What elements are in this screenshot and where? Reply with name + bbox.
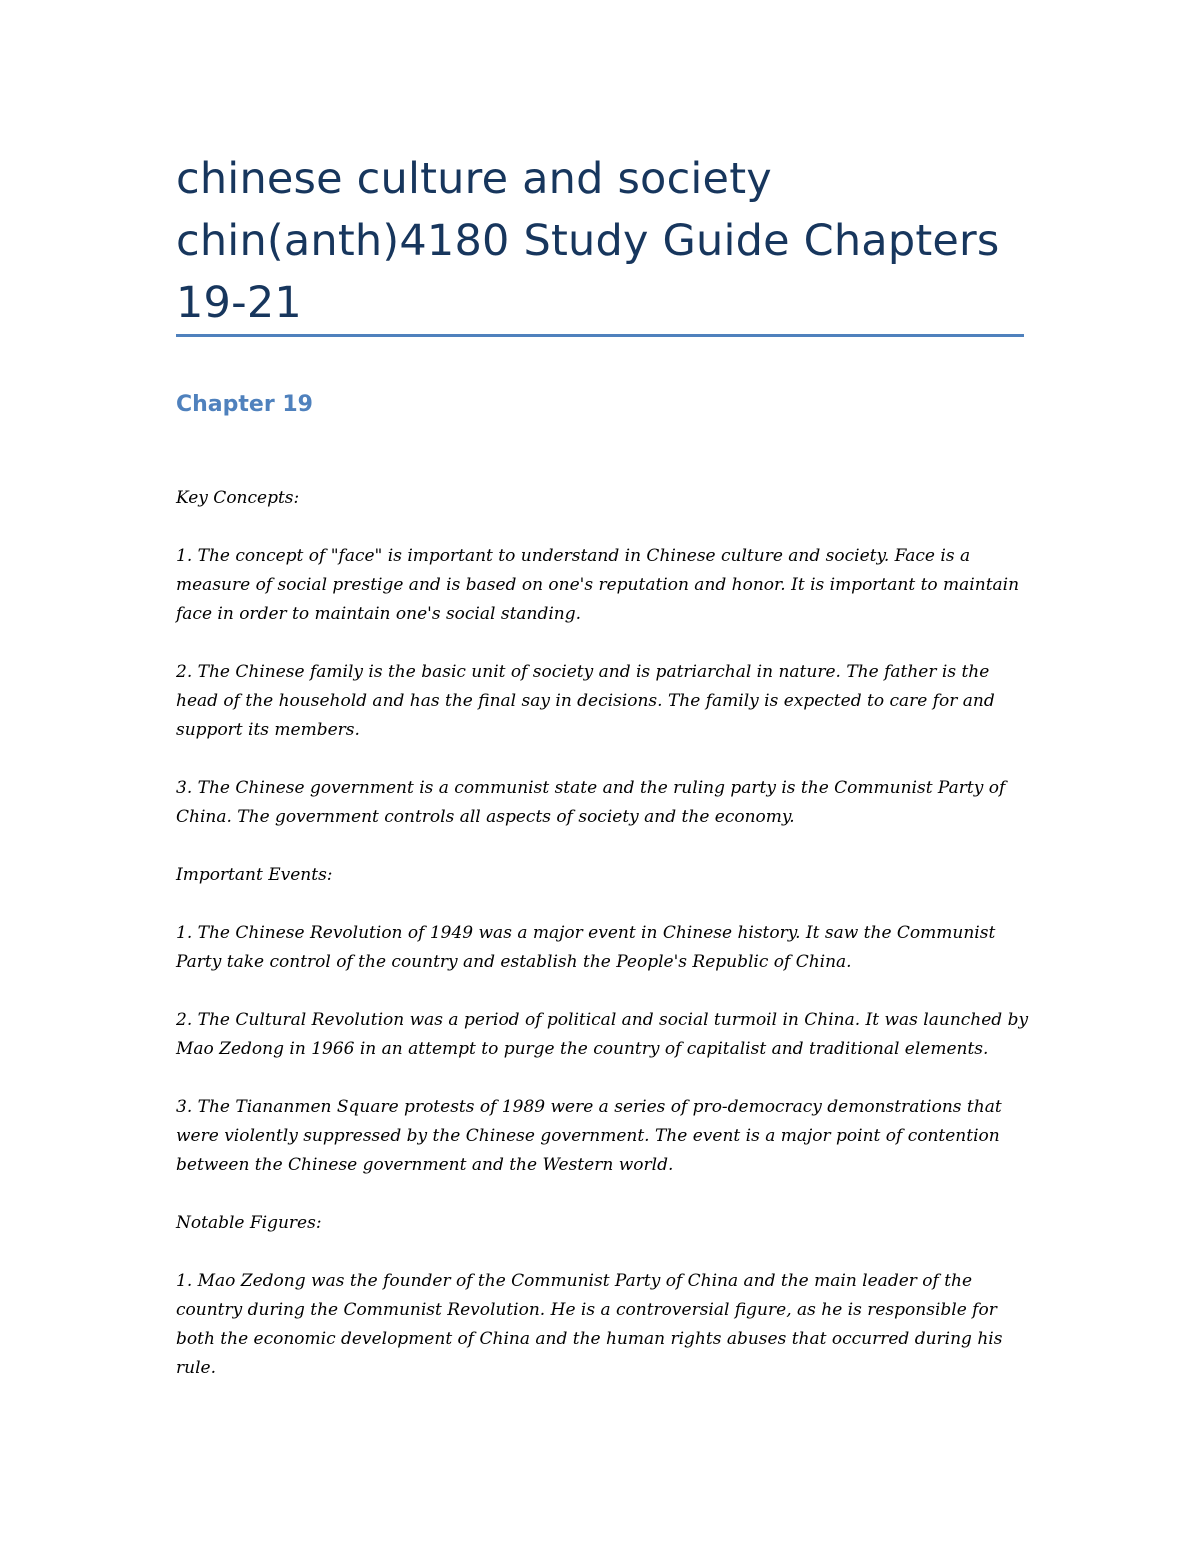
important-event-item: 3. The Tiananmen Square protests of 1989 were a series of pro-democracy demonstrations that were violently suppressed by the Chinese government. The event is a major point of contention between the Chinese government and the Western world.	[176, 1097, 1002, 1175]
notable-figure-item: 1. Mao Zedong was the founder of the Communist Party of China and the main leader of the country during the Communist Revolution. He is a controversial figure, as he is responsible for both the economic development of China and the human rights abuses that occurred during his rule.	[176, 1271, 1003, 1378]
notable-figures-label: Notable Figures:	[176, 1213, 322, 1233]
important-event-item: 2. The Cultural Revolution was a period of political and social turmoil in China. It was launched by Mao Zedong in 1966 in an attempt to purge the country of capitalist and traditional elements.	[176, 1010, 1029, 1059]
key-concept-item: 1. The concept of "face" is important to understand in Chinese culture and society. Face is a measure of social prestige and is based on one's reputation and honor. It is important to maintain face in order to maintain one's social standing.	[176, 546, 1020, 624]
important-events-label: Important Events:	[176, 865, 333, 885]
important-event-item: 1. The Chinese Revolution of 1949 was a major event in Chinese history. It saw the Communist Party take control of the country and establish the People's Republic of China.	[176, 923, 996, 972]
document-title: chinese culture and society chin(anth)4180 Study Guide Chapters 19-21	[176, 154, 1000, 328]
title-underline-rule	[176, 334, 1024, 337]
chapter-heading: Chapter 19	[176, 392, 313, 417]
title-block	[176, 148, 1024, 334]
key-concept-item: 3. The Chinese government is a communist state and the ruling party is the Communist Party of China. The government controls all aspects of society and the economy.	[176, 778, 1006, 827]
key-concept-item: 2. The Chinese family is the basic unit of society and is patriarchal in nature. The father is the head of the household and has the final say in decisions. The family is expected to care for and support its members.	[176, 662, 995, 740]
document-body	[176, 484, 1036, 1412]
key-concepts-label: Key Concepts:	[176, 488, 300, 508]
